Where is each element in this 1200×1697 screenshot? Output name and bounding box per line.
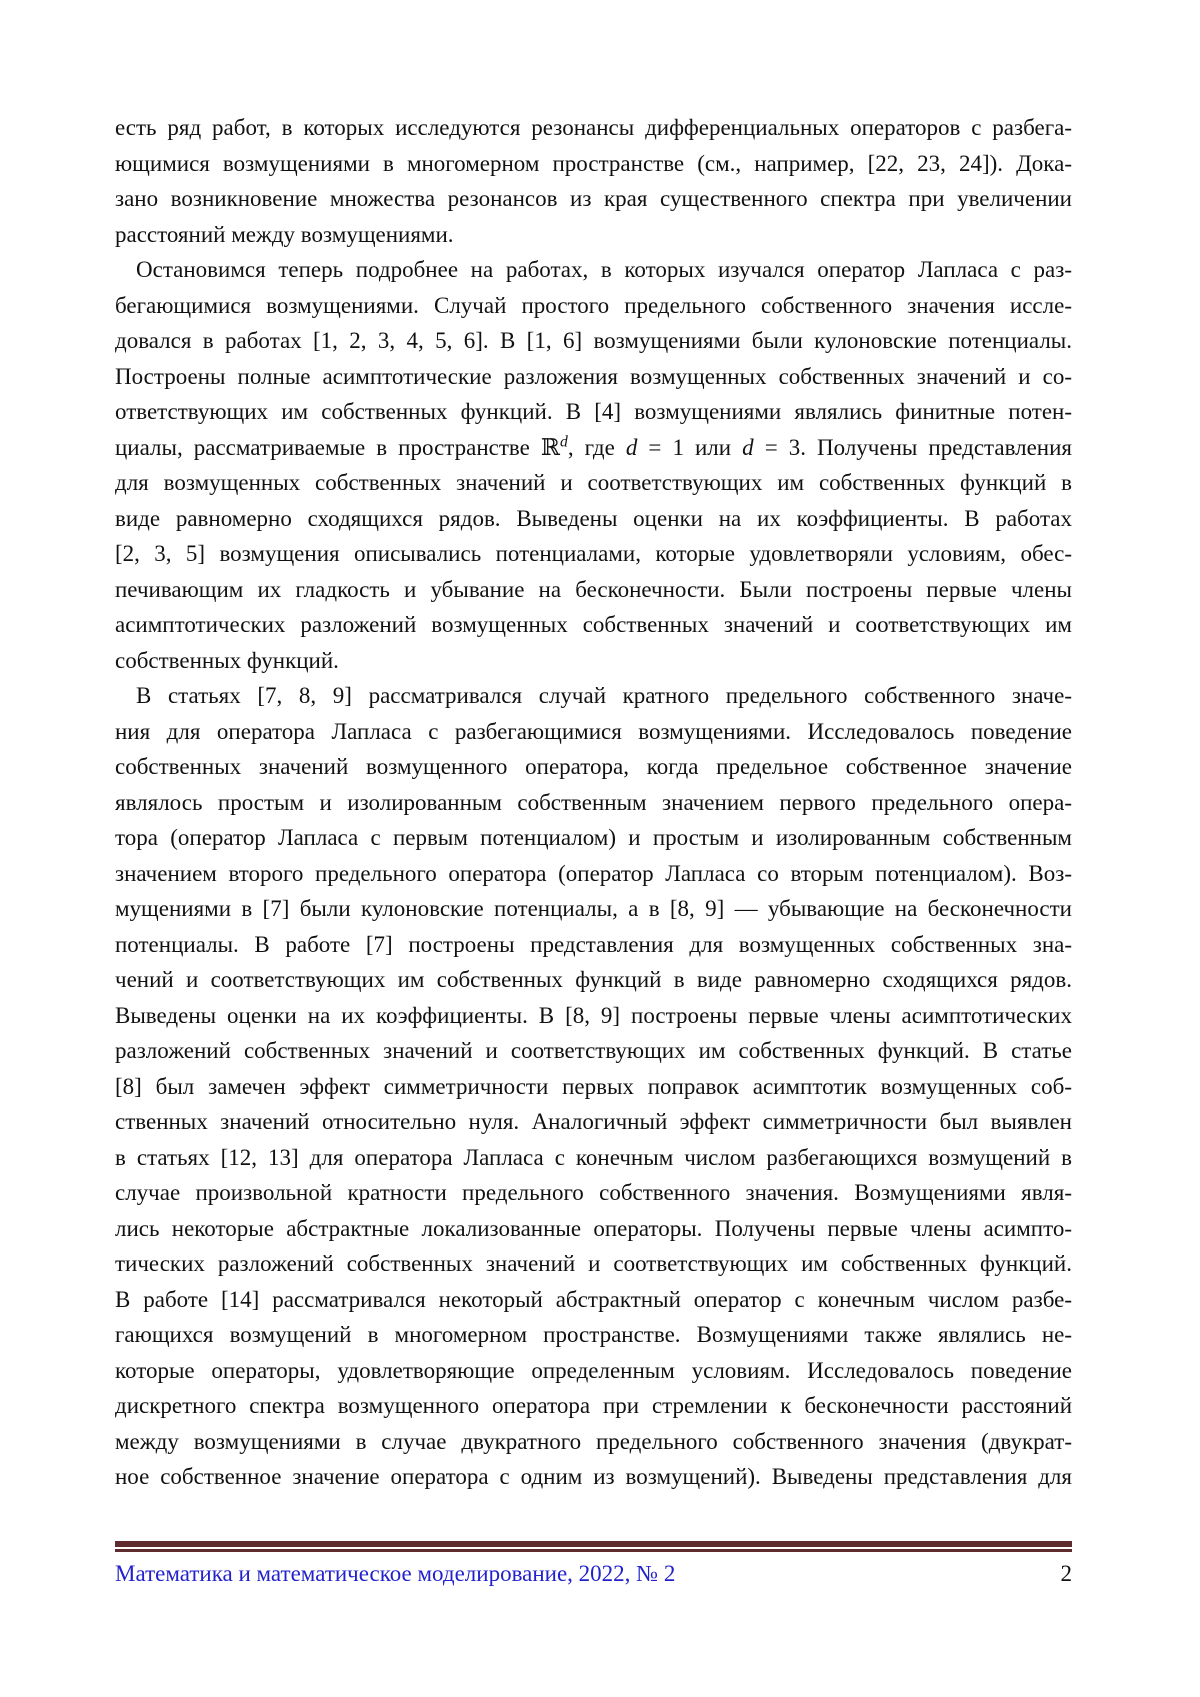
- paragraph: [115, 678, 1072, 1495]
- journal-title: Математика и математическое моделирование, 2022, № 2: [115, 1560, 676, 1586]
- text-line: Выведены оценки на их коэффициенты. В [8, 9] построены первые члены асимптотических: [115, 1002, 1072, 1028]
- text-line: тических разложений собственных значений и соответствующих им собственных функций.: [115, 1251, 1072, 1276]
- text-line: В статьях [7, 8, 9] рассматривался случай кратного предельного собственного значе-: [136, 683, 1072, 708]
- text-line: ственных значений относительно нуля. Аналогичный эффект симметричности был выявлен: [115, 1109, 1072, 1134]
- document-body: [115, 110, 1072, 1495]
- text-line: печивающим их гладкость и убывание на бесконечности. Были построены первые члены: [115, 576, 1072, 602]
- text-line: которые операторы, удовлетворяющие определенным условиям. Исследовалось поведение: [115, 1357, 1072, 1383]
- paragraph: [115, 252, 1072, 678]
- text-line: тора (оператор Лапласа с первым потенциалом) и простым и изолированным собственным: [115, 825, 1072, 850]
- text-line: в статьях [12, 13] для оператора Лапласа с конечным числом разбегающихся возмущений в: [115, 1144, 1072, 1170]
- page-number: 2: [1060, 1560, 1072, 1586]
- text-line: для возмущенных собственных значений и соответствующих им собственных функций в: [115, 470, 1072, 495]
- text-line: гающихся возмущений в многомерном пространстве. Возмущениями также являлись не-: [115, 1322, 1072, 1347]
- text-line: лись некоторые абстрактные локализованные операторы. Получены первые члены асимпто-: [115, 1215, 1072, 1241]
- text-line: циалы, рассматриваемые в пространстве ℝ$^d$, где d = 1 или d = 3. Получены представления: [115, 432, 1072, 461]
- text-line: значением второго предельного оператора (оператор Лапласа со вторым потенциалом). Воз-: [115, 860, 1072, 886]
- text-line: зано возникновение множества резонансов из края существенного спектра при увеличении: [115, 186, 1072, 211]
- text-line: виде равномерно сходящихся рядов. Выведены оценки на их коэффициенты. В работах: [115, 505, 1072, 531]
- text-line: ния для оператора Лапласа с разбегающимися возмущениями. Исследовалось поведение: [115, 718, 1072, 744]
- text-line: [8] был замечен эффект симметричности первых поправок асимптотик возмущенных соб-: [115, 1073, 1072, 1099]
- text-line: Остановимся теперь подробнее на работах, в которых изучался оператор Лапласа с раз-: [136, 257, 1072, 282]
- text-line: есть ряд работ, в которых исследуются резонансы дифференциальных операторов с разбега-: [115, 115, 1072, 140]
- text-line: являлось простым и изолированным собственным значением первого предельного опера-: [115, 789, 1072, 815]
- text-line: случае произвольной кратности предельного собственного значения. Возмущениями явля-: [115, 1180, 1072, 1205]
- text-line: В работе [14] рассматривался некоторый абстрактный оператор с конечным числом разбе-: [115, 1286, 1072, 1312]
- text-line: между возмущениями в случае двукратного предельного собственного значения (двукрат-: [115, 1428, 1072, 1454]
- page-footer: [115, 1541, 1072, 1589]
- paragraph: [115, 110, 1072, 252]
- text-line: ное собственное значение оператора с одним из возмущений). Выведены представления для: [115, 1464, 1072, 1489]
- text-line: чений и соответствующих им собственных функций в виде равномерно сходящихся рядов.: [115, 967, 1072, 992]
- footer-rule-thick: [115, 1541, 1072, 1547]
- text-line: потенциалы. В работе [7] построены представления для возмущенных собственных зна-: [115, 931, 1072, 957]
- text-line: расстояний между возмущениями.: [115, 221, 454, 247]
- text-line: разложений собственных значений и соответствующих им собственных функций. В статье: [115, 1038, 1072, 1063]
- text-line: довался в работах [1, 2, 3, 4, 5, 6]. В [1, 6] возмущениями были кулоновские потенциалы.: [115, 328, 1072, 353]
- text-line: асимптотических разложений возмущенных собственных значений и соответствующих им: [115, 612, 1072, 637]
- text-line: Построены полные асимптотические разложения возмущенных собственных значений и со-: [115, 363, 1072, 389]
- text-line: собственных значений возмущенного оператора, когда предельное собственное значение: [115, 754, 1072, 779]
- text-line: ющимися возмущениями в многомерном пространстве (см., например, [22, 23, 24]). Дока-: [115, 150, 1072, 176]
- footer-rule-thin: [115, 1549, 1072, 1552]
- text-line: мущениями в [7] были кулоновские потенциалы, а в [8, 9] — убывающие на бесконечности: [115, 896, 1072, 921]
- text-line: дискретного спектра возмущенного оператора при стремлении к бесконечности расстояний: [115, 1393, 1072, 1418]
- text-line: ответствующих им собственных функций. В [4] возмущениями являлись финитные потен-: [115, 399, 1072, 424]
- text-line: собственных функций.: [115, 647, 339, 673]
- text-line: бегающимися возмущениями. Случай простого предельного собственного значения иссле-: [115, 292, 1072, 318]
- text-line: [2, 3, 5] возмущения описывались потенциалами, которые удовлетворяли условиям, обес-: [115, 541, 1072, 566]
